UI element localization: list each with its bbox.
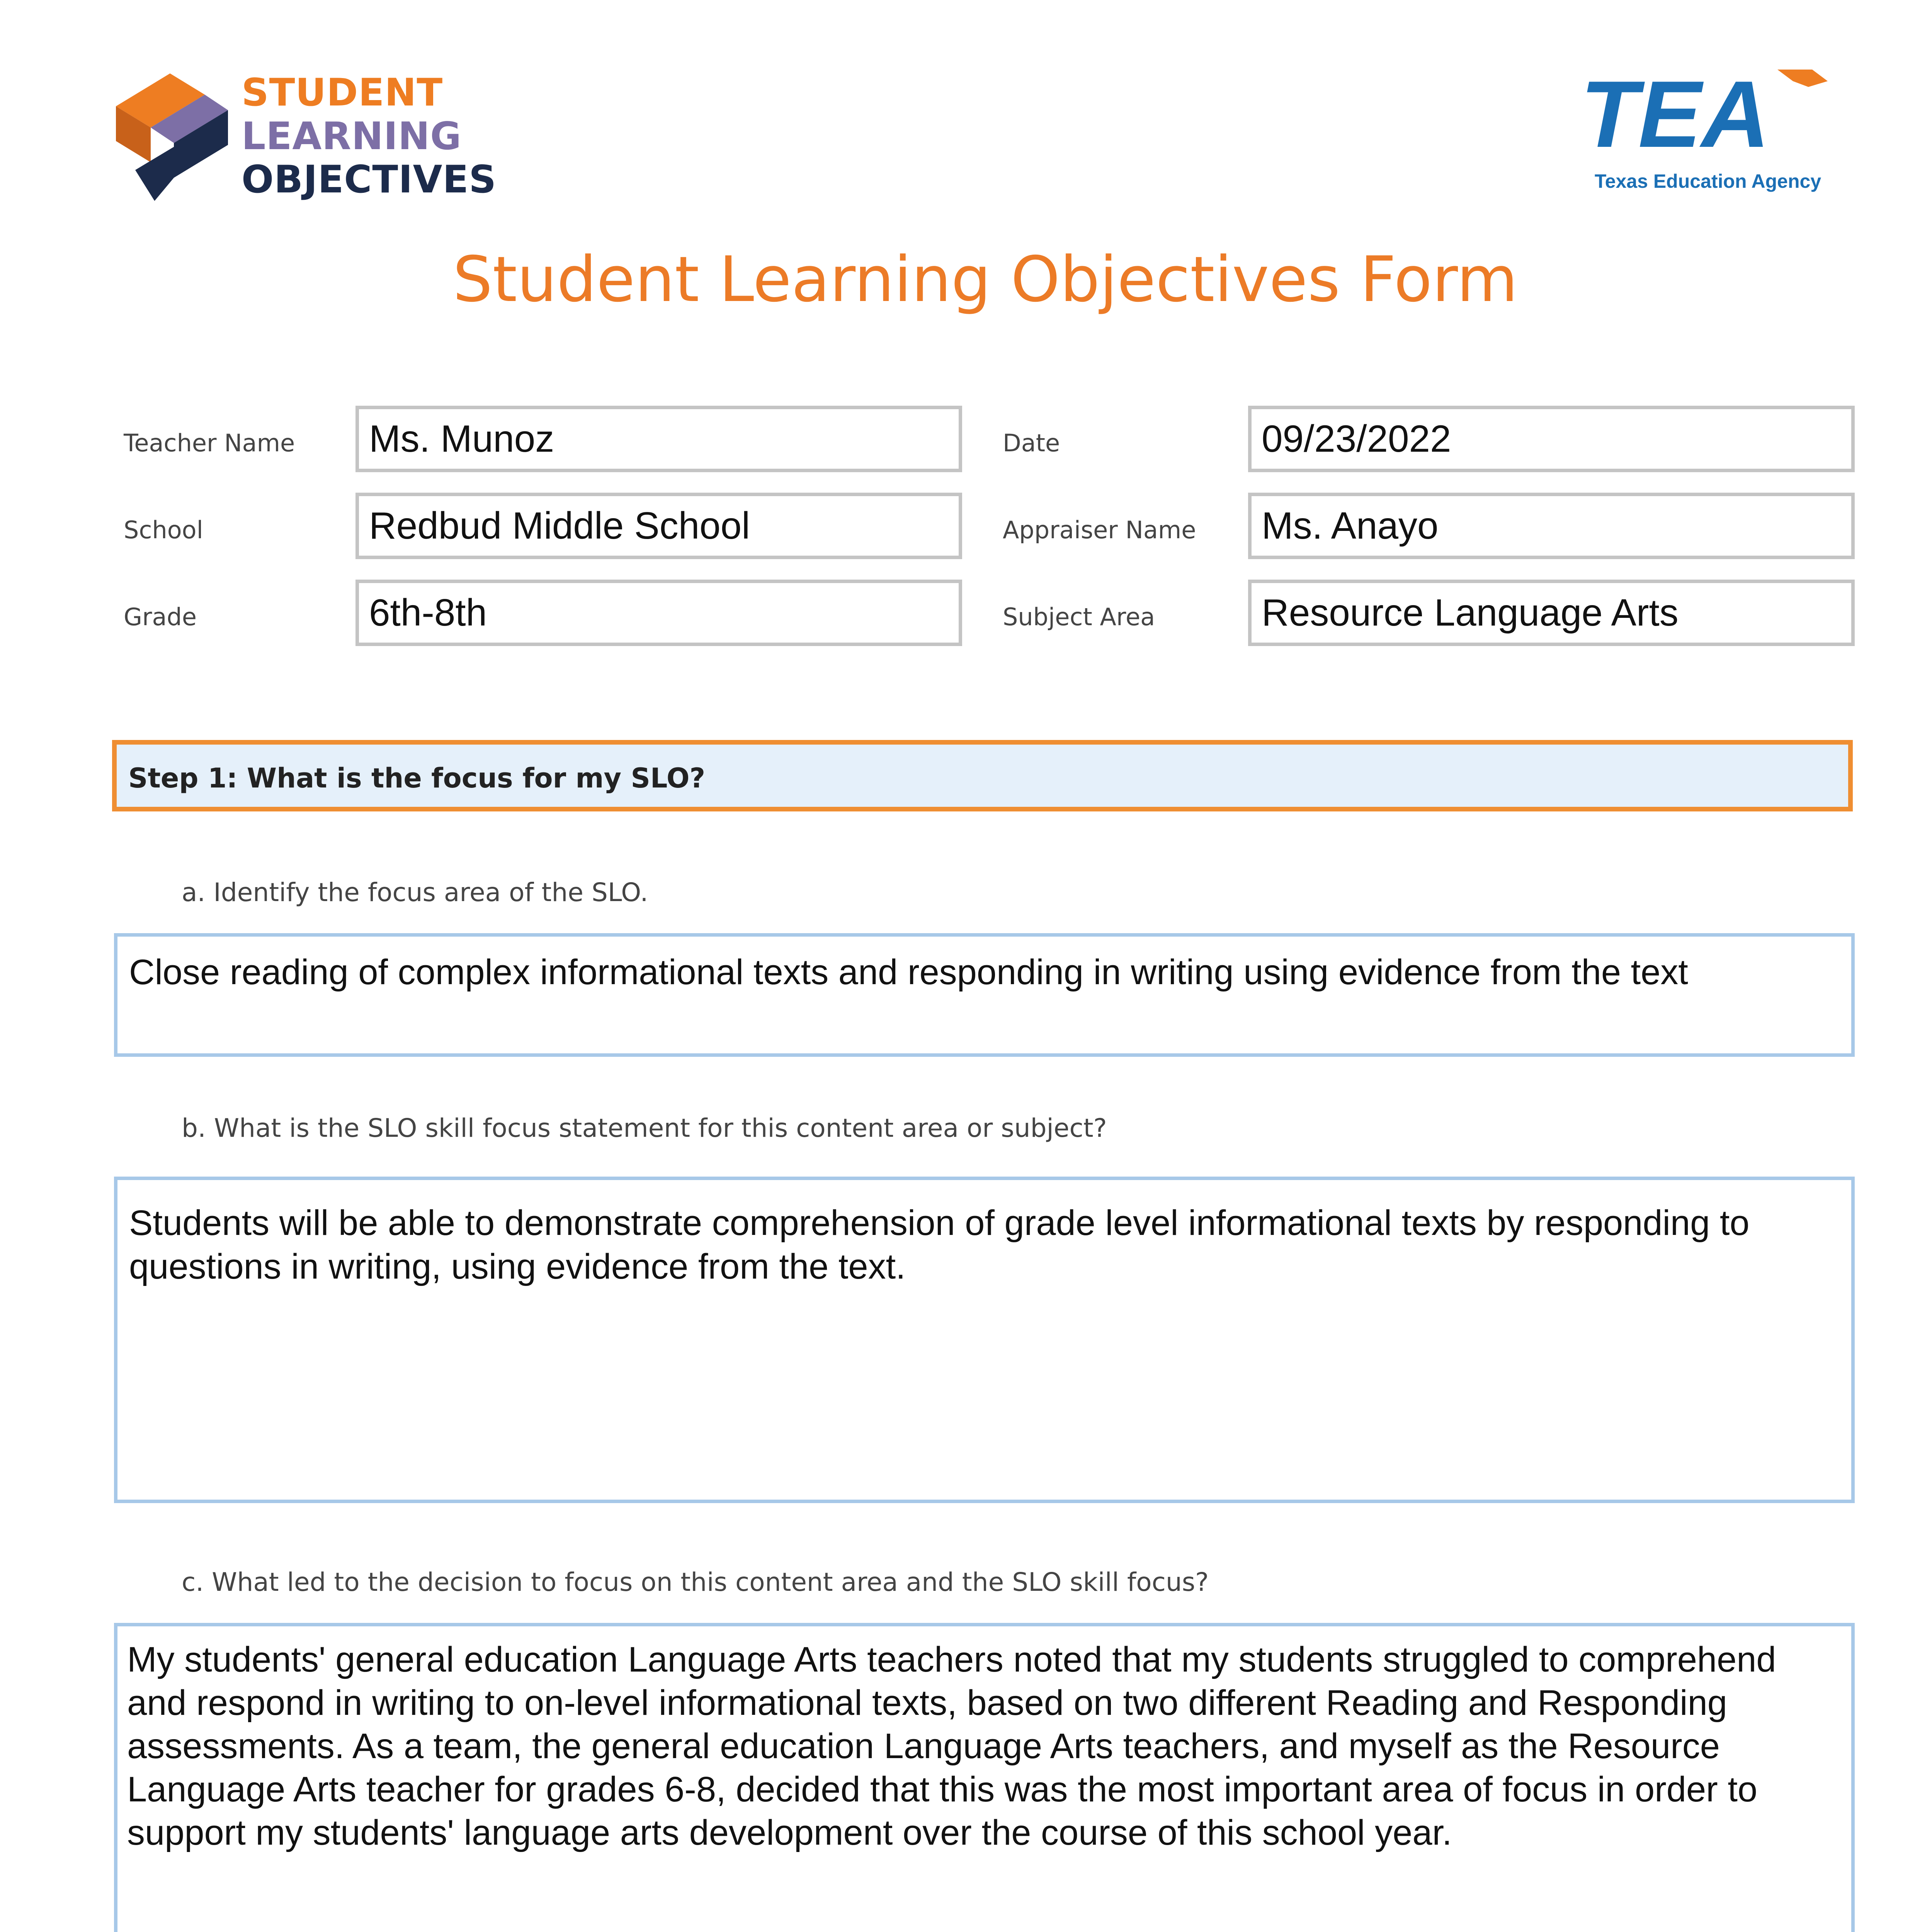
date-field[interactable]: 09/23/2022 bbox=[1248, 406, 1855, 472]
subject-area-label: Subject Area bbox=[1003, 603, 1155, 631]
grade-label: Grade bbox=[124, 603, 197, 631]
skill-focus-statement-answer[interactable]: Students will be able to demonstrate comprehension of grade level informational texts by responding to questions in writing, using evidence from the text. bbox=[114, 1177, 1855, 1503]
slo-logo-line-1: STUDENT bbox=[242, 71, 443, 115]
grade-field[interactable]: 6th-8th bbox=[355, 580, 962, 646]
page-title: Student Learning Objectives Form bbox=[452, 243, 1518, 316]
date-label: Date bbox=[1003, 429, 1060, 457]
tea-logo bbox=[1577, 66, 1832, 155]
tea-logo-subtitle: Texas Education Agency bbox=[1594, 170, 1821, 192]
question-b: b. What is the SLO skill focus statement for this content area or subject? bbox=[182, 1113, 1107, 1143]
appraiser-name-field[interactable]: Ms. Anayo bbox=[1248, 493, 1855, 559]
slo-logo-line-3: OBJECTIVES bbox=[242, 158, 497, 202]
decision-rationale-answer[interactable]: My students' general education Language Arts teachers noted that my students struggled to comprehend and respond in writing to on-level informational texts, based on two different Reading and Responding assessments. As a team, the general education Language Arts teachers, and myself as the Resource Language Arts teacher for grades 6-8, decided that this was the most important area of focus in order to support my students' language arts development over the course of this school year. bbox=[114, 1623, 1855, 1932]
teacher-name-field[interactable]: Ms. Munoz bbox=[355, 406, 962, 472]
focus-area-answer[interactable]: Close reading of complex informational texts and responding in writing using evidence from the text bbox=[114, 933, 1855, 1057]
teacher-name-label: Teacher Name bbox=[124, 429, 295, 457]
appraiser-name-label: Appraiser Name bbox=[1003, 516, 1196, 544]
tea-wordmark: TEA bbox=[1580, 66, 1770, 155]
school-field[interactable]: Redbud Middle School bbox=[355, 493, 962, 559]
subject-area-field[interactable]: Resource Language Arts bbox=[1248, 580, 1855, 646]
slo-logo-line-2: LEARNING bbox=[242, 114, 462, 158]
school-label: School bbox=[124, 516, 203, 544]
slo-logo-icon bbox=[112, 73, 228, 205]
step-1-heading: Step 1: What is the focus for my SLO? bbox=[112, 740, 1853, 811]
question-a: a. Identify the focus area of the SLO. bbox=[182, 878, 648, 907]
question-c: c. What led to the decision to focus on this content area and the SLO skill focus? bbox=[182, 1567, 1209, 1597]
graduation-cap-icon bbox=[1777, 70, 1828, 87]
